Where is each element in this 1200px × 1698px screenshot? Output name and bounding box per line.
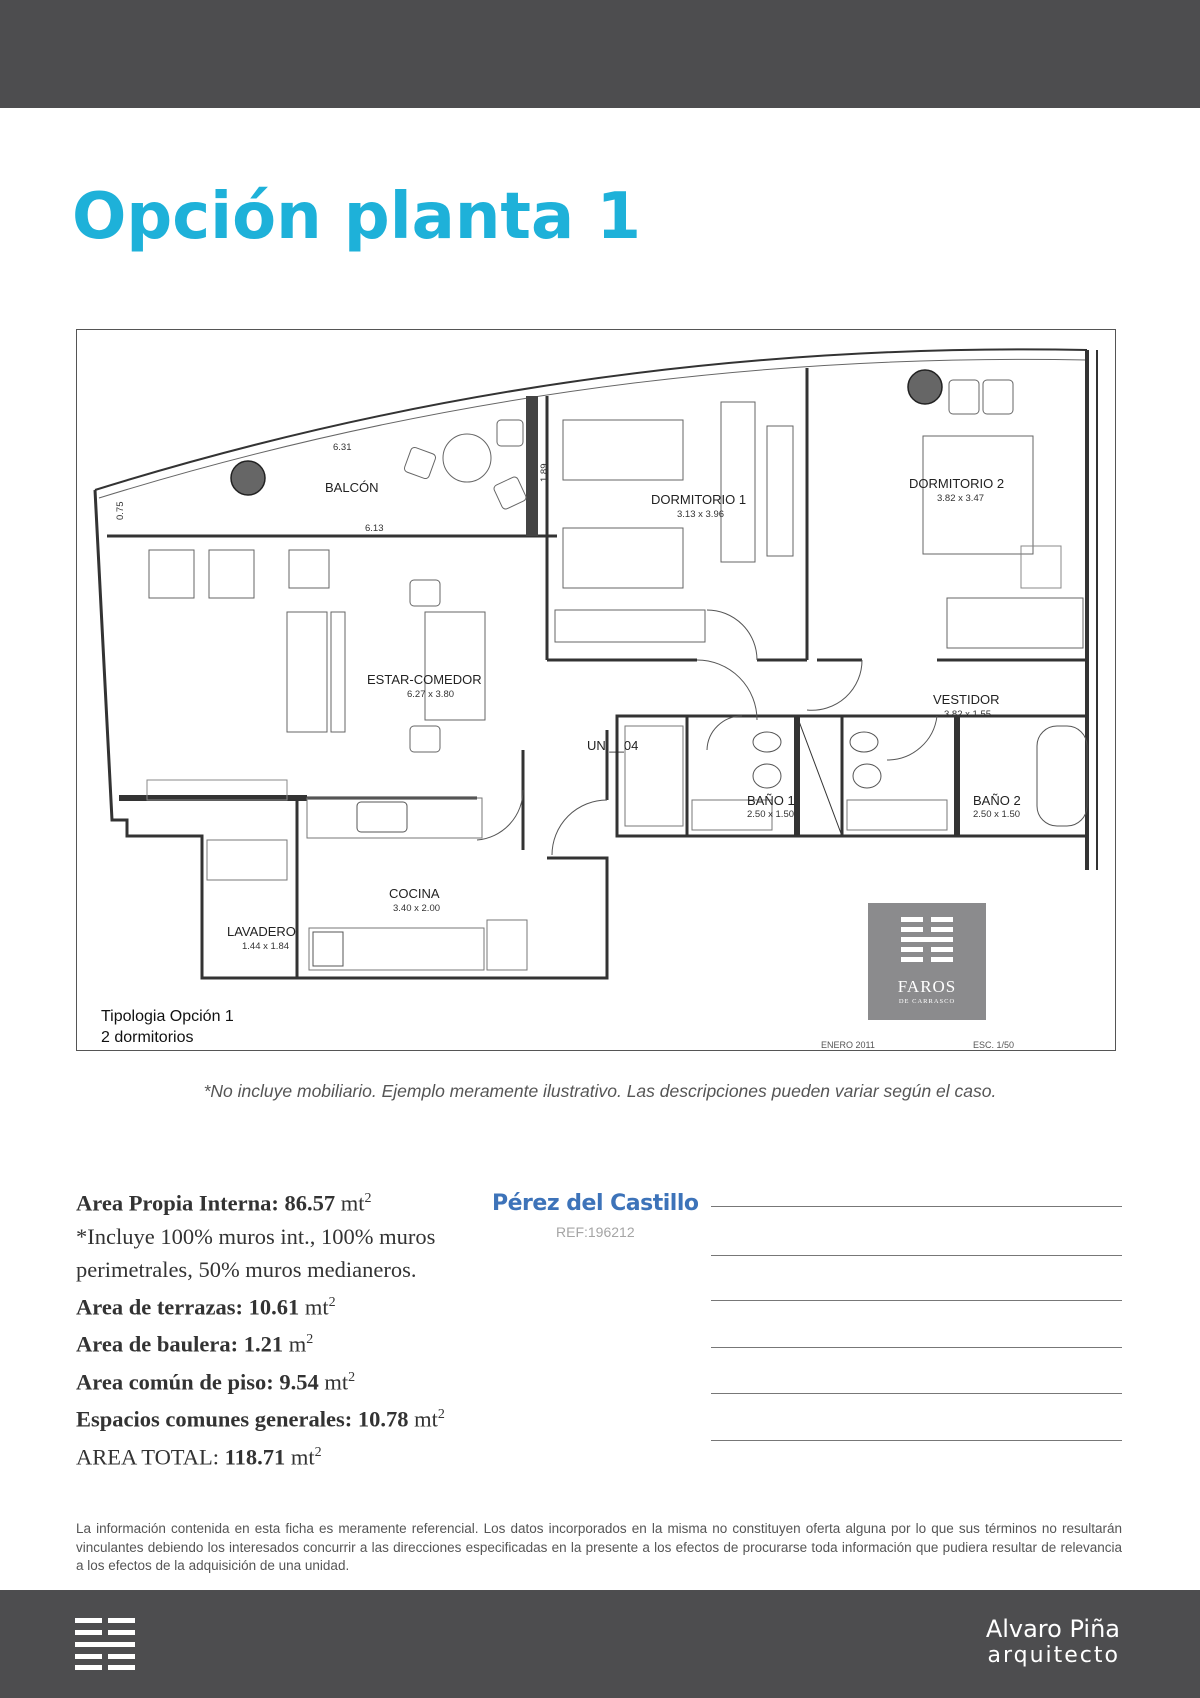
furniture-disclaimer: *No incluye mobiliario. Ejemplo meramente ilustrativo. Las descripciones pueden variar según el caso. [203,1081,997,1101]
faros-logo [868,903,986,1020]
room-size-cocina: 3.40 x 2.00 [393,903,441,914]
area-baulera-value: 1.21 [243,1331,284,1357]
area-total-value: 118.71 [224,1444,286,1469]
area-total [76,1436,445,1474]
area-terrazas-unit: mt [304,1294,329,1319]
plan-date: ENERO 2011 [821,1040,875,1050]
area-propia-unit: mt [340,1190,365,1216]
area-comun-value: 9.54 [279,1369,319,1394]
notes-line [711,1255,1122,1256]
area-baulera [76,1323,445,1361]
area-generales [76,1398,445,1436]
area-baulera-unit: m [288,1331,307,1357]
area-total-label: AREA TOTAL: [76,1444,219,1469]
area-exponent: 2 [437,1407,445,1422]
room-size-vestidor: 3.82 x 1.55 [944,709,992,720]
area-comun [76,1361,445,1399]
faros-logo-subtitle: DE CARRASCO [898,998,956,1005]
area-terrazas-value: 10.61 [248,1294,300,1319]
page-title: Opción planta 1 [72,180,641,254]
room-label-cocina: COCINA [389,886,440,901]
notes-line [711,1300,1122,1301]
legal-disclaimer: La información contenida en esta ficha es meramente referencial. Los datos incorporados en la misma no constituyen oferta alguna por lo que sus términos no resultarán vinculantes debiendo los interesados concurrir a las direcciones especificadas en la presente a los efectos de procurarse toda información que pudiera resultar de relevancia a los efectos de la adquisición de una unidad. [76,1521,1122,1573]
room-label-lavadero: LAVADERO [227,924,296,939]
floor-plan [76,329,1116,1051]
area-terrazas [76,1286,445,1324]
faros-logo-name: FAROS [897,977,957,996]
area-propia-value: 86.57 [284,1190,336,1216]
plan-scale: ESC. 1/50 [973,1040,1015,1050]
room-label-balcon: BALCÓN [325,480,379,495]
room-label-dormitorio-2: DORMITORIO 2 [909,476,1005,491]
area-propia [76,1182,445,1220]
room-label-vestidor: VESTIDOR [933,692,1000,707]
area-exponent: 2 [314,1444,322,1460]
room-size-dormitorio-1: 3.13 x 3.96 [677,509,725,520]
stripes-logo-icon [75,1618,135,1670]
area-comun-unit: mt [324,1369,349,1394]
room-size-bano-2: 2.50 x 1.50 [973,809,1021,820]
room-label-dormitorio-1: DORMITORIO 1 [651,492,747,507]
agency-name: Pérez del Castillo [492,1191,699,1216]
agency-reference: REF:196212 [556,1224,635,1240]
area-exponent: 2 [348,1369,356,1385]
dimension-side-depth: 0.75 [115,501,126,520]
area-terrazas-label: Area de terrazas: [76,1294,244,1319]
room-label-bano-1: BAÑO 1 [747,793,795,808]
notes-line [711,1393,1122,1394]
area-exponent: 2 [328,1294,336,1310]
area-exponent: 2 [364,1191,372,1206]
architect-role: arquitecto [987,1643,1120,1668]
room-size-lavadero: 1.44 x 1.84 [242,941,290,952]
room-size-bano-1: 2.50 x 1.50 [747,809,795,820]
notes-line [711,1347,1122,1348]
tipologia-line-2: 2 dormitorios [101,1029,194,1046]
area-generales-unit: mt [414,1406,438,1432]
area-total-unit: mt [290,1444,315,1469]
area-propia-note-1: *Incluye 100% muros int., 100% muros [76,1223,436,1249]
area-exponent: 2 [306,1332,314,1347]
unit-label: UN __04 [587,738,639,753]
area-generales-value: 10.78 [357,1406,409,1432]
area-generales-label: Espacios comunes generales: [76,1406,353,1432]
room-label-estar-comedor: ESTAR-COMEDOR [367,672,482,687]
area-propia-label: Area Propia Interna: [76,1190,279,1216]
top-banner [0,0,1200,108]
room-size-estar-comedor: 6.27 x 3.80 [407,689,455,700]
room-label-bano-2: BAÑO 2 [973,793,1021,808]
area-propia-note-2: perimetrales, 50% muros medianeros. [76,1256,417,1282]
room-size-dormitorio-2: 3.82 x 3.47 [937,493,985,504]
architect-name: Alvaro Piña [985,1615,1120,1643]
dimension-balcony-inner: 6.13 [365,523,384,534]
tipologia-caption [101,1006,234,1048]
area-comun-label: Area común de piso: [76,1369,274,1394]
notes-line [711,1206,1122,1207]
notes-line [711,1440,1122,1441]
footer-banner [0,1590,1200,1698]
area-list [76,1182,445,1473]
area-baulera-label: Area de baulera: [76,1331,239,1357]
tipologia-line-1: Tipologia Opción 1 [101,1008,234,1025]
dimension-balcony-outer: 6.31 [333,442,352,453]
dimension-balcony-depth: 1.89 [539,463,550,482]
